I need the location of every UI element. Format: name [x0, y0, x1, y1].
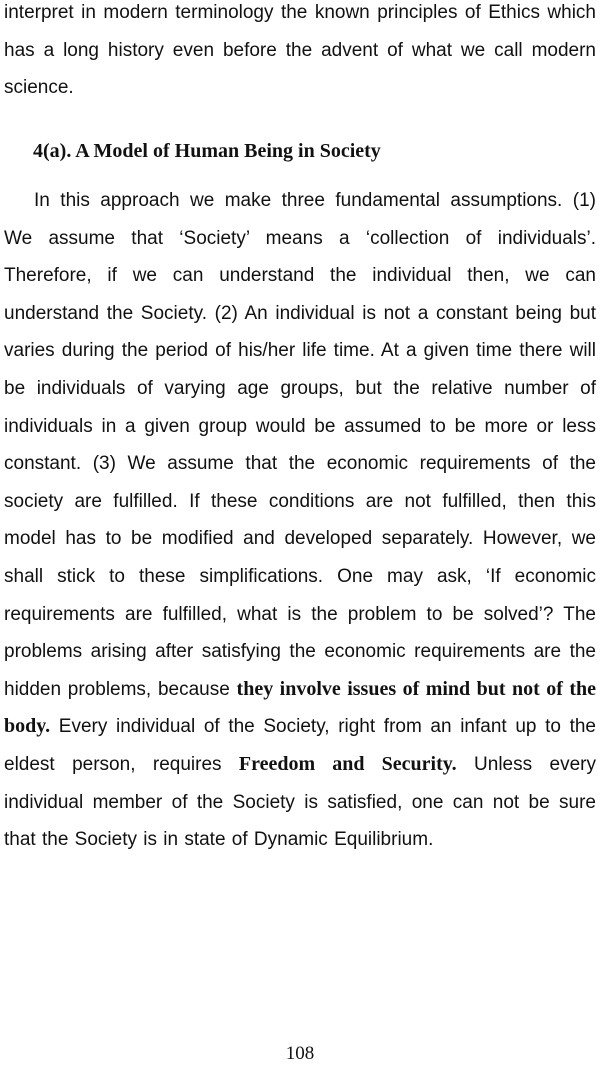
- section-heading: 4(a). A Model of Human Being in Society: [33, 140, 381, 162]
- page-number: 108: [285, 1043, 315, 1064]
- intro-paragraph: interpret in modern terminology the known principles of Ethics which has a long history even before the advent of what we call modern science.: [4, 2, 596, 99]
- body-text-part-3: Unless every individual member of the Society is satisfied, one can not be sure that the Society is in state of Dynamic Equilibrium.: [4, 753, 596, 851]
- emphasis-mind-not-body: they involve issues of mind but not of the body.: [4, 677, 597, 738]
- body-paragraph: [4, 182, 596, 859]
- emphasis-freedom-security: Freedom and Security.: [238, 752, 457, 775]
- body-text-part-2: Every individual of the Society, right from an infant up to the eldest person, requires: [4, 716, 596, 775]
- body-text-part-1: In this approach we make three fundamental assumptions. (1) We assume that ‘Society’ means a ‘collection of individuals’. Therefore, if we can understand the individual then, we can understand the Society. (2) An individual is not a constant being but varies during the period of his/her life time. At a given time there will be individuals of varying age groups, but the relative number of individuals in a given group would be assumed to be more or less constant. (3) We assume that the economic requirements of the society are fulfilled. If these conditions are not fulfilled, then this model has to be modified and developed separately. However, we shall stick to these simplifications. One may ask, ‘If economic requirements are fulfilled, what is the problem to be solved’? The problems arising after satisfying the economic requirements are the hidden problems, because: [4, 190, 596, 700]
